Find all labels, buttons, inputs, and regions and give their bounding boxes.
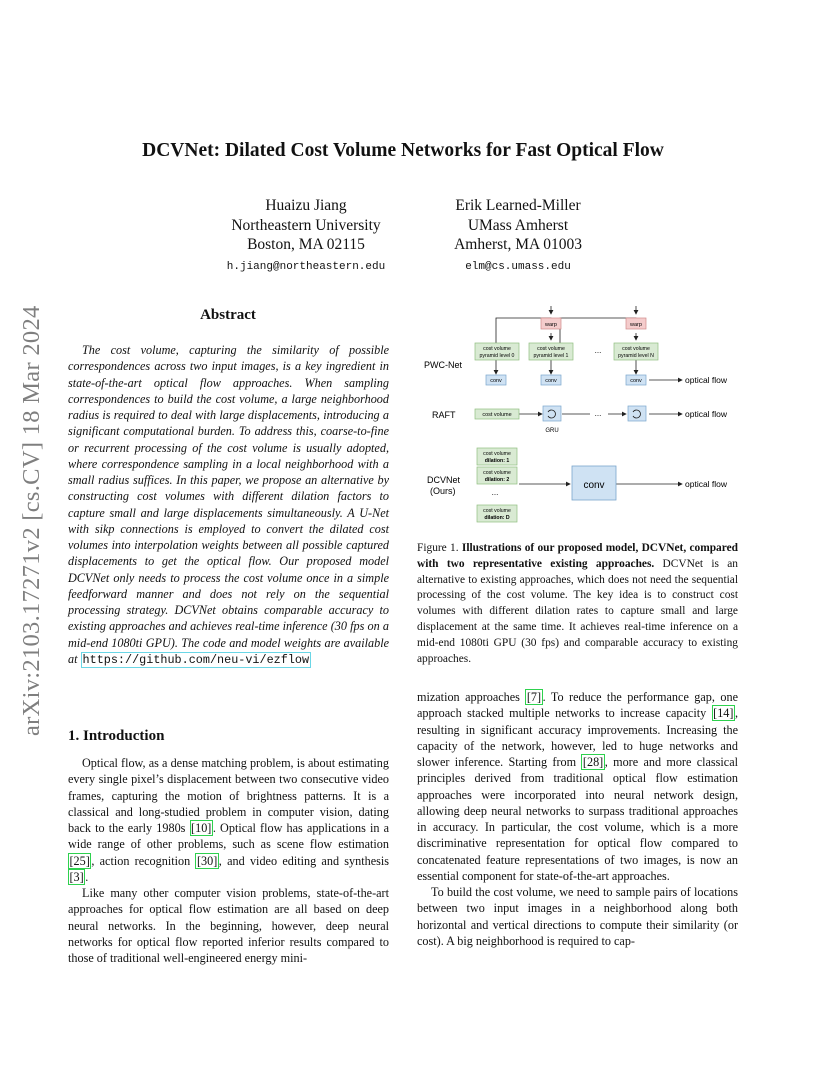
- row-label-ours: (Ours): [430, 486, 456, 496]
- paragraph: Like many other computer vision problems, state-of-the-art approaches for optical flow estimation are all based on deep neural networks. In the beginning, however, deep neural networks for optical flow reported inferior results compared to those of traditional well-engineered energy mini-: [68, 886, 389, 965]
- row-label-dcvnet: DCVNet: [427, 475, 461, 485]
- svg-text:dilation: D: dilation: D: [484, 515, 510, 521]
- right-column-text: [417, 689, 738, 949]
- svg-text:conv: conv: [545, 378, 557, 384]
- svg-text:...: ...: [491, 488, 499, 497]
- citation-link[interactable]: [25]: [69, 853, 90, 868]
- author-address: Amherst, MA 01003: [454, 236, 582, 253]
- svg-text:cost volume: cost volume: [483, 346, 511, 352]
- section-heading-introduction: 1. Introduction: [68, 728, 165, 744]
- conv-label: conv: [583, 480, 605, 491]
- arxiv-identifier: arXiv:2103.17271v2 [cs.CV] 18 Mar 2024: [18, 305, 45, 736]
- paper-title: DCVNet: Dilated Cost Volume Networks for Fast Optical Flow: [142, 140, 664, 161]
- svg-text:cost volume: cost volume: [537, 346, 565, 352]
- caption-label: Figure 1.: [417, 542, 459, 554]
- svg-text:conv: conv: [490, 378, 502, 384]
- row-label-raft: RAFT: [432, 410, 456, 420]
- paragraph: mization approaches [7] . To reduce the performance gap, one approach stacked multiple networks to increase capacity [14] , resulting in significant accuracy improvements. Increasing the capacity of the network, however, led to huge networks and slower inference. Starting from [28] , more and more classical principles derived from traditional optical flow estimation approaches were incorporated into neural network design, allowing deep neural networks to surpass traditional approaches in accuracy. In particular, the cost volume, which is a more discriminative representation for optical flow compared to concatenated feature representations of two images, is now an essential component for state-of-the-art approaches.: [417, 690, 739, 883]
- paragraph: Optical flow, as a dense matching problem, is about estimating every single pixel’s displacement between two consecutive video frames, capturing the motion of brightness patterns. It is a classical and long-studied problem in computer vision, dating back to the early 1980s [10] . Optical flow has applications in a wide range of other problems, such as scene flow estimation [25] , action recognition [30] , and video editing and synthesis [3] .: [68, 756, 389, 884]
- abstract-text: [68, 342, 389, 668]
- author-email[interactable]: h.jiang@northeastern.edu: [226, 260, 386, 273]
- citation-link[interactable]: [3]: [69, 869, 84, 884]
- output-label: optical flow: [685, 409, 728, 419]
- svg-text:cost volume: cost volume: [483, 470, 511, 476]
- caption-body: DCVNet is an alternative to existing approaches, which does not need the sequential processing of the cost volume. The key idea is to construct cost volumes with different dilation rates to capture small and large displacement at the same time. It achieves real-time inference on a mid-end 1080ti GPU (30 fps) and comparable accuracy to existing approaches.: [417, 557, 738, 665]
- figure-1-diagram: [410, 300, 790, 532]
- abstract-body: The cost volume, capturing the similarity of possible correspondences across two input images, is a key ingredient in state-of-the-art optical flow approaches. When sampling correspondences to build the cost volume, a large neighborhood radius is required to deal with large displacements, introducing a significant computational burden. To address this, coarse-to-fine or recurrent processing of the cost volume is usually adopted, where correspondence sampling in a local neighborhood with a small radius suffices. In this paper, we propose an alternative by constructing cost volumes with different dilation factors to capture small and large displacements simultaneously. A U-Net with sikp connections is employed to convert the dilated cost volumes into interpolation weights between all possible captured displacements to get the optical flow. Our proposed model DCVNet only needs to process the cost volume once in a simple feedforward manner and does not rely on the sequential processing strategy. DCVNet obtains comparable accuracy to existing approaches and achieves real-time inference (30 fps on a mid-end 1080ti GPU). The code and model weights are available at: [68, 343, 389, 666]
- code-link[interactable]: https://github.com/neu-vi/ezflow: [82, 652, 310, 667]
- intro-text: [68, 755, 389, 966]
- svg-text:pyramid level 1: pyramid level 1: [533, 353, 569, 359]
- svg-text:dilation: 1: dilation: 1: [484, 458, 510, 464]
- paragraph: To build the cost volume, we need to sample pairs of locations between two input images in a neighborhood along both horizontal and vertical directions to compute their similarity (or cost). A big neighborhood is required to cap-: [417, 885, 738, 948]
- svg-text:cost volume: cost volume: [483, 451, 511, 457]
- caption-bold: Illustrations of our proposed model, DCVNet, compared with two representative existing approaches.: [417, 542, 738, 570]
- abstract-heading: Abstract: [200, 307, 256, 323]
- author-block-2: [418, 196, 618, 277]
- svg-text:conv: conv: [630, 378, 642, 384]
- svg-text:cost volume: cost volume: [482, 412, 512, 418]
- row-label-pwcnet: PWC-Net: [424, 360, 462, 370]
- warp-label: warp: [545, 322, 557, 328]
- author-affiliation: UMass Amherst: [467, 216, 569, 234]
- svg-text:pyramid level 0: pyramid level 0: [479, 353, 515, 359]
- citation-link[interactable]: [30]: [196, 853, 218, 868]
- output-label: optical flow: [685, 479, 728, 489]
- svg-text:...: ...: [594, 409, 602, 418]
- citation-link[interactable]: [14]: [713, 706, 734, 721]
- author-name: Erik Learned-Miller: [455, 197, 581, 214]
- svg-text:...: ...: [594, 346, 602, 355]
- output-label: optical flow: [685, 375, 728, 385]
- author-name: Huaizu Jiang: [265, 197, 347, 214]
- citation-link[interactable]: [10]: [191, 821, 212, 835]
- warp-label: warp: [630, 322, 642, 328]
- svg-text:cost volume: cost volume: [622, 346, 650, 352]
- author-block-1: [206, 196, 406, 277]
- author-address: Boston, MA 02115: [247, 236, 365, 253]
- svg-text:pyramid level N: pyramid level N: [618, 353, 654, 359]
- author-affiliation: Northeastern University: [231, 216, 381, 234]
- author-email[interactable]: elm@cs.umass.edu: [465, 260, 571, 273]
- citation-link[interactable]: [28]: [582, 755, 604, 769]
- svg-text:cost volume: cost volume: [483, 508, 511, 514]
- svg-text:dilation: 2: dilation: 2: [484, 477, 510, 483]
- svg-text:GRU: GRU: [545, 428, 559, 434]
- figure-1-caption: [417, 541, 738, 667]
- citation-link[interactable]: [7]: [526, 690, 542, 704]
